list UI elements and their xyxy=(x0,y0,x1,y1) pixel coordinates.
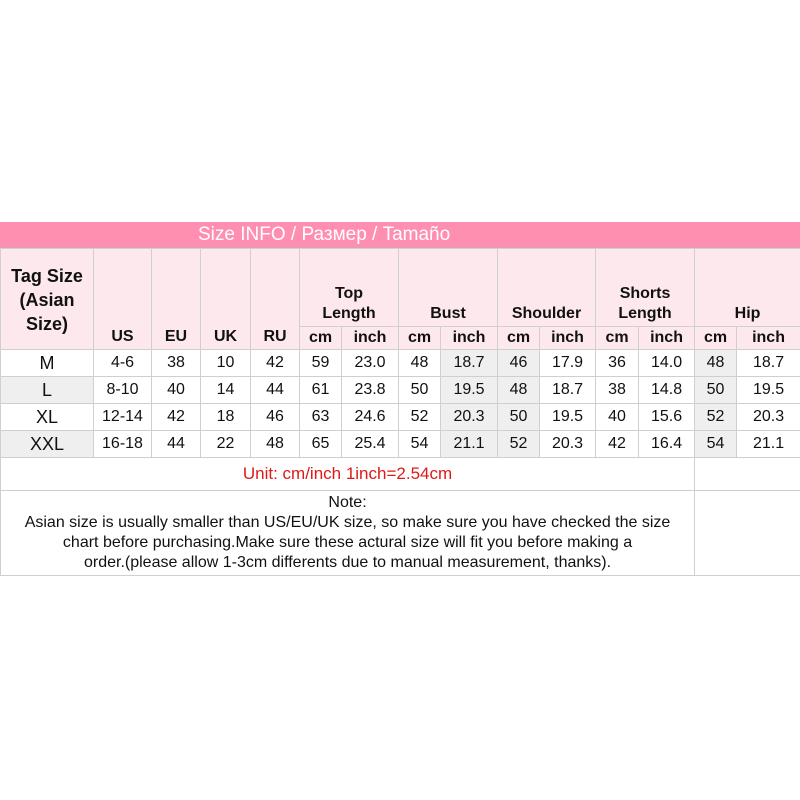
table-cell: 25.4 xyxy=(342,431,399,458)
unit-inch-label: inch xyxy=(342,327,399,350)
unit-inch-label: inch xyxy=(540,327,596,350)
table-cell: 48 xyxy=(695,350,737,377)
unit-cm-label: cm xyxy=(695,327,737,350)
unit-cm-label: cm xyxy=(399,327,441,350)
unit-row-spacer xyxy=(695,458,800,491)
table-cell: 50 xyxy=(399,377,441,404)
table-cell: 40 xyxy=(152,377,201,404)
size-label-cell: M xyxy=(1,350,94,377)
table-cell: 20.3 xyxy=(441,404,498,431)
table-cell: 8-10 xyxy=(94,377,152,404)
table-cell: 46 xyxy=(251,404,300,431)
table-cell: 42 xyxy=(596,431,639,458)
table-row xyxy=(1,377,800,404)
size-label-cell: L xyxy=(1,377,94,404)
unit-inch-label: inch xyxy=(737,327,800,350)
unit-inch-label: inch xyxy=(441,327,498,350)
table-cell: 48 xyxy=(399,350,441,377)
header-us: US xyxy=(94,249,152,350)
table-row xyxy=(1,350,800,377)
header-row xyxy=(1,249,800,327)
table-cell: 52 xyxy=(399,404,441,431)
table-cell: 18.7 xyxy=(540,377,596,404)
table-cell: 23.0 xyxy=(342,350,399,377)
table-cell: 65 xyxy=(300,431,342,458)
size-rows xyxy=(1,350,800,458)
table-cell: 22 xyxy=(201,431,251,458)
header-tag-size-line: (Asian xyxy=(19,290,75,310)
header-tag-size-line: Size) xyxy=(25,314,68,334)
note-row xyxy=(1,491,800,576)
size-label-cell: XL xyxy=(1,404,94,431)
header-top-length xyxy=(300,249,399,327)
header-top-length-line: Length xyxy=(322,305,376,322)
unit-cm-label: cm xyxy=(596,327,639,350)
table-cell: 12-14 xyxy=(94,404,152,431)
table-cell: 17.9 xyxy=(540,350,596,377)
table-cell: 18 xyxy=(201,404,251,431)
note-heading: Note: xyxy=(328,494,367,511)
header-eu: EU xyxy=(152,249,201,350)
note-cell xyxy=(1,491,695,576)
table-cell: 44 xyxy=(251,377,300,404)
table-cell: 48 xyxy=(251,431,300,458)
table-cell: 44 xyxy=(152,431,201,458)
table-cell: 14.0 xyxy=(639,350,695,377)
table-cell: 18.7 xyxy=(737,350,800,377)
table-cell: 16-18 xyxy=(94,431,152,458)
note-line: order.(please allow 1-3cm differents due to manual measurement, thanks). xyxy=(83,554,612,571)
table-cell: 15.6 xyxy=(639,404,695,431)
table-cell: 4-6 xyxy=(94,350,152,377)
table-cell: 50 xyxy=(695,377,737,404)
header-shorts-length-line: Shorts xyxy=(619,285,671,302)
unit-row xyxy=(1,458,800,491)
table-cell: 16.4 xyxy=(639,431,695,458)
table-cell: 10 xyxy=(201,350,251,377)
table-cell: 59 xyxy=(300,350,342,377)
header-hip: Hip xyxy=(695,249,800,327)
table-cell: 24.6 xyxy=(342,404,399,431)
note-row-spacer xyxy=(695,491,800,576)
header-uk: UK xyxy=(201,249,251,350)
header-shoulder: Shoulder xyxy=(498,249,596,327)
table-cell: 38 xyxy=(596,377,639,404)
table-cell: 52 xyxy=(498,431,540,458)
table-cell: 42 xyxy=(251,350,300,377)
header-tag-size-line: Tag Size xyxy=(11,266,83,286)
table-cell: 18.7 xyxy=(441,350,498,377)
table-cell: 42 xyxy=(152,404,201,431)
table-cell: 54 xyxy=(399,431,441,458)
table-cell: 50 xyxy=(498,404,540,431)
unit-cm-label: cm xyxy=(300,327,342,350)
size-label-cell: XXL xyxy=(1,431,94,458)
table-cell: 19.5 xyxy=(441,377,498,404)
table-cell: 14.8 xyxy=(639,377,695,404)
table-cell: 40 xyxy=(596,404,639,431)
note-line: Asian size is usually smaller than US/EU/UK size, so make sure you have checked the size xyxy=(24,514,671,531)
unit-inch-label: inch xyxy=(639,327,695,350)
table-cell: 48 xyxy=(498,377,540,404)
table-cell: 14 xyxy=(201,377,251,404)
table-cell: 61 xyxy=(300,377,342,404)
table-cell: 21.1 xyxy=(737,431,800,458)
header-top-length-line: Top xyxy=(334,285,364,302)
table-cell: 38 xyxy=(152,350,201,377)
header-ru: RU xyxy=(251,249,300,350)
table-cell: 20.3 xyxy=(540,431,596,458)
unit-conversion-note: Unit: cm/inch 1inch=2.54cm xyxy=(1,458,695,491)
table-cell: 54 xyxy=(695,431,737,458)
table-cell: 19.5 xyxy=(540,404,596,431)
size-chart xyxy=(0,222,800,576)
table-cell: 20.3 xyxy=(737,404,800,431)
table-cell: 63 xyxy=(300,404,342,431)
table-cell: 21.1 xyxy=(441,431,498,458)
table-cell: 52 xyxy=(695,404,737,431)
header-shorts-length-line: Length xyxy=(618,305,672,322)
header-bust: Bust xyxy=(399,249,498,327)
table-cell: 36 xyxy=(596,350,639,377)
unit-cm-label: cm xyxy=(498,327,540,350)
size-chart-title: Size INFO / Размер / Tamaño xyxy=(0,222,800,248)
table-row xyxy=(1,431,800,458)
table-row xyxy=(1,404,800,431)
table-cell: 19.5 xyxy=(737,377,800,404)
header-shorts-length xyxy=(596,249,695,327)
note-line: chart before purchasing.Make sure these actural size will fit you before making a xyxy=(62,534,633,551)
table-cell: 23.8 xyxy=(342,377,399,404)
table-cell: 46 xyxy=(498,350,540,377)
size-table xyxy=(0,248,800,576)
header-tag-size xyxy=(1,249,94,350)
